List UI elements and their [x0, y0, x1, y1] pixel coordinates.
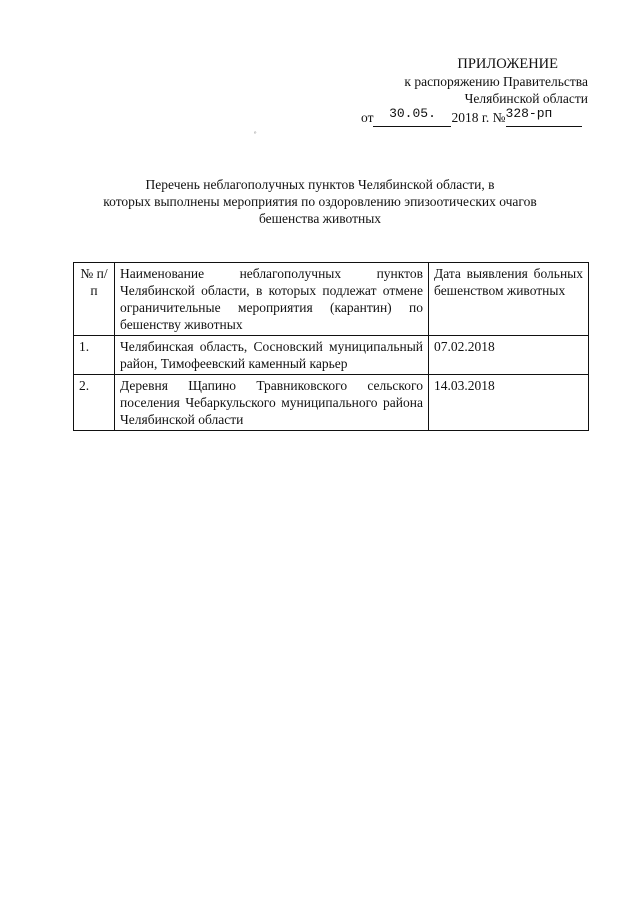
table-row: [74, 375, 589, 431]
document-heading: [70, 176, 570, 227]
order-number: 328-рп: [505, 106, 553, 121]
row-location: Челябинская область, Сосновский муниципальный район, Тимофеевский каменный карьер: [115, 336, 429, 375]
header-number: № п/п: [74, 263, 115, 336]
appendix-line-2: Челябинской области: [464, 91, 588, 106]
order-from-prefix: от: [361, 110, 374, 125]
appendix-title: ПРИЛОЖЕНИЕ: [457, 56, 558, 72]
order-date: 30.05.: [389, 106, 436, 121]
scan-speck: ₒ: [254, 126, 257, 135]
row-date: 14.03.2018: [429, 375, 589, 431]
appendix-header: [328, 56, 588, 107]
order-year: 2018 г. №: [451, 110, 506, 125]
outbreak-table: [73, 262, 589, 431]
row-number: 1.: [74, 336, 115, 375]
table-row: [74, 336, 589, 375]
row-location: Деревня Щапино Травниковского сельского поселения Чебаркульского муниципального района Челябинской области: [115, 375, 429, 431]
header-name: Наименование неблагополучных пунктов Челябинской области, в которых подлежат отмене ограничительные мероприятия (карантин) по бешенству животных: [115, 263, 429, 336]
heading-line-3: бешенства животных: [258, 211, 382, 226]
table-header-row: [74, 263, 589, 336]
row-number: 2.: [74, 375, 115, 431]
appendix-line-1: к распоряжению Правительства: [404, 74, 588, 89]
heading-line-2: которых выполнены мероприятия по оздоровлению эпизоотических очагов: [103, 194, 537, 209]
order-reference: [361, 106, 582, 127]
row-date: 07.02.2018: [429, 336, 589, 375]
heading-line-1: Перечень неблагополучных пунктов Челябинской области, в: [145, 177, 495, 192]
header-date: Дата выявления больных бешенством животных: [429, 263, 589, 336]
